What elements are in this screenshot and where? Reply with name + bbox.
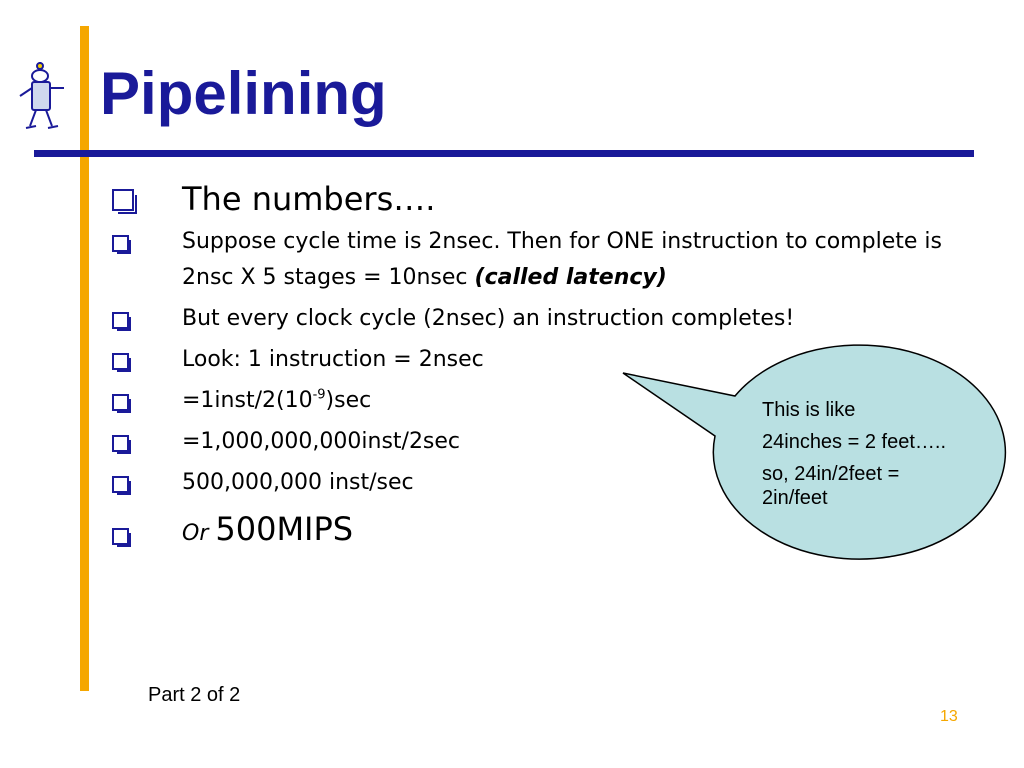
exponent: -9 [312,387,326,403]
bullet-text: =1,000,000,000inst/2sec [182,429,461,454]
bullet-text: 500,000,000 inst/sec [182,470,414,495]
callout-text [762,398,952,518]
footer-text: Part 2 of 2 [148,684,241,706]
bullet-text: But every clock cycle (2nsec) an instruction completes! [182,306,795,331]
or-label: Or [182,521,216,546]
callout-line: so, 24in/2feet = 2in/feet [762,463,900,509]
page-number: 13 [940,708,958,725]
callout-line: 24inches = 2 feet….. [762,431,947,453]
bullet-text-end: )sec [325,388,372,413]
callout-line: This is like [762,399,856,421]
bullet-text: The numbers…. [182,180,436,218]
bullet-text: =1inst/2(10 [182,388,313,413]
mips-value: 500MIPS [215,510,354,548]
latency-emphasis: (called latency) [474,265,667,290]
slide-title: Pipelining [100,60,387,127]
bullet-text: Suppose cycle time is 2nsec. Then for ONE instruction to complete is 2nsc X 5 stages = 10nsec [182,229,942,290]
bullet-text: Look: 1 instruction = 2nsec [182,347,484,372]
